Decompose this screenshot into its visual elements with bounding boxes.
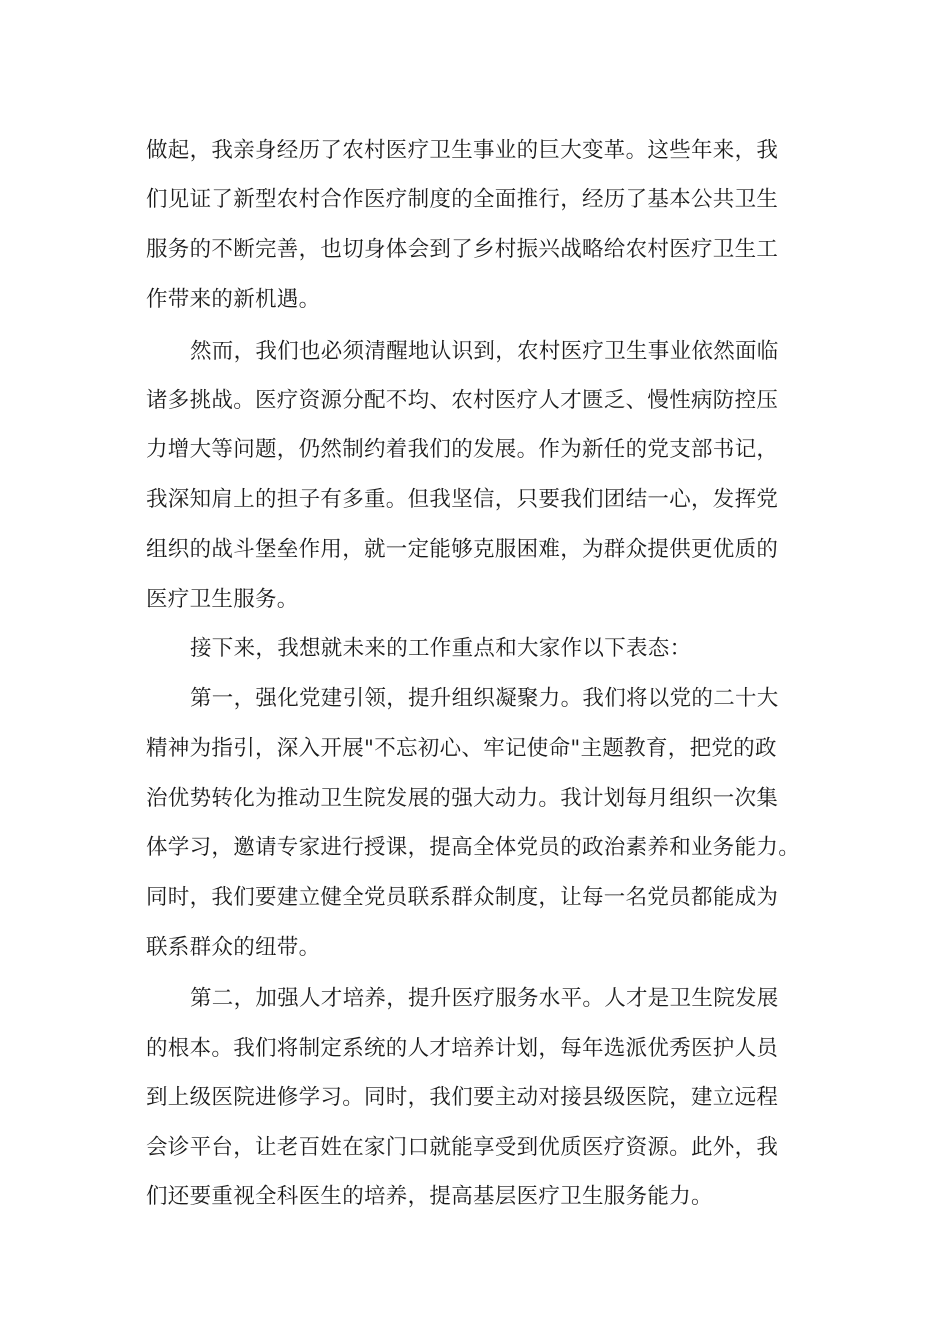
paragraph-2-line-1: 然而，我们也必须清醒地认识到，农村医疗卫生事业依然面临 <box>190 339 779 364</box>
paragraph-2-line-5: 组织的战斗堡垒作用，就一定能够克服困难，为群众提供更优质的 <box>146 537 779 562</box>
paragraph-5-line-1: 第二，加强人才培养，提升医疗服务水平。人才是卫生院发展 <box>190 986 779 1011</box>
paragraph-1-line-1: 做起，我亲身经历了农村医疗卫生事业的巨大变革。这些年来，我 <box>146 138 779 163</box>
paragraph-4-line-4: 体学习，邀请专家进行授课，提高全体党员的政治素养和业务能力。 <box>146 835 801 860</box>
paragraph-5-line-5: 们还要重视全科医生的培养，提高基层医疗卫生服务能力。 <box>146 1184 713 1209</box>
paragraph-4-line-3: 治优势转化为推动卫生院发展的强大动力。我计划每月组织一次集 <box>146 786 779 811</box>
paragraph-2-line-3: 力增大等问题，仍然制约着我们的发展。作为新任的党支部书记， <box>146 437 779 462</box>
paragraph-5-line-2: 的根本。我们将制定系统的人才培养计划，每年选派优秀医护人员 <box>146 1036 779 1061</box>
paragraph-1-line-3: 服务的不断完善，也切身体会到了乡村振兴战略给农村医疗卫生工 <box>146 237 779 262</box>
paragraph-1-line-4: 作带来的新机遇。 <box>146 287 321 312</box>
paragraph-5-line-3: 到上级医院进修学习。同时，我们要主动对接县级医院，建立远程 <box>146 1085 779 1110</box>
paragraph-4-line-5: 同时，我们要建立健全党员联系群众制度，让每一名党员都能成为 <box>146 885 779 910</box>
paragraph-1-line-2: 们见证了新型农村合作医疗制度的全面推行，经历了基本公共卫生 <box>146 187 779 212</box>
paragraph-4-line-1: 第一，强化党建引领，提升组织凝聚力。我们将以党的二十大 <box>190 686 779 711</box>
paragraph-4-line-6: 联系群众的纽带。 <box>146 935 321 960</box>
paragraph-2-line-4: 我深知肩上的担子有多重。但我坚信，只要我们团结一心，发挥党 <box>146 487 779 512</box>
paragraph-2-line-6: 医疗卫生服务。 <box>146 587 299 612</box>
paragraph-2-line-2: 诸多挑战。医疗资源分配不均、农村医疗人才匮乏、慢性病防控压 <box>146 388 779 413</box>
paragraph-4-line-2: 精神为指引，深入开展"不忘初心、牢记使命"主题教育，把党的政 <box>146 736 777 761</box>
paragraph-5-line-4: 会诊平台，让老百姓在家门口就能享受到优质医疗资源。此外，我 <box>146 1135 779 1160</box>
paragraph-3-line-1: 接下来，我想就未来的工作重点和大家作以下表态： <box>190 636 692 661</box>
